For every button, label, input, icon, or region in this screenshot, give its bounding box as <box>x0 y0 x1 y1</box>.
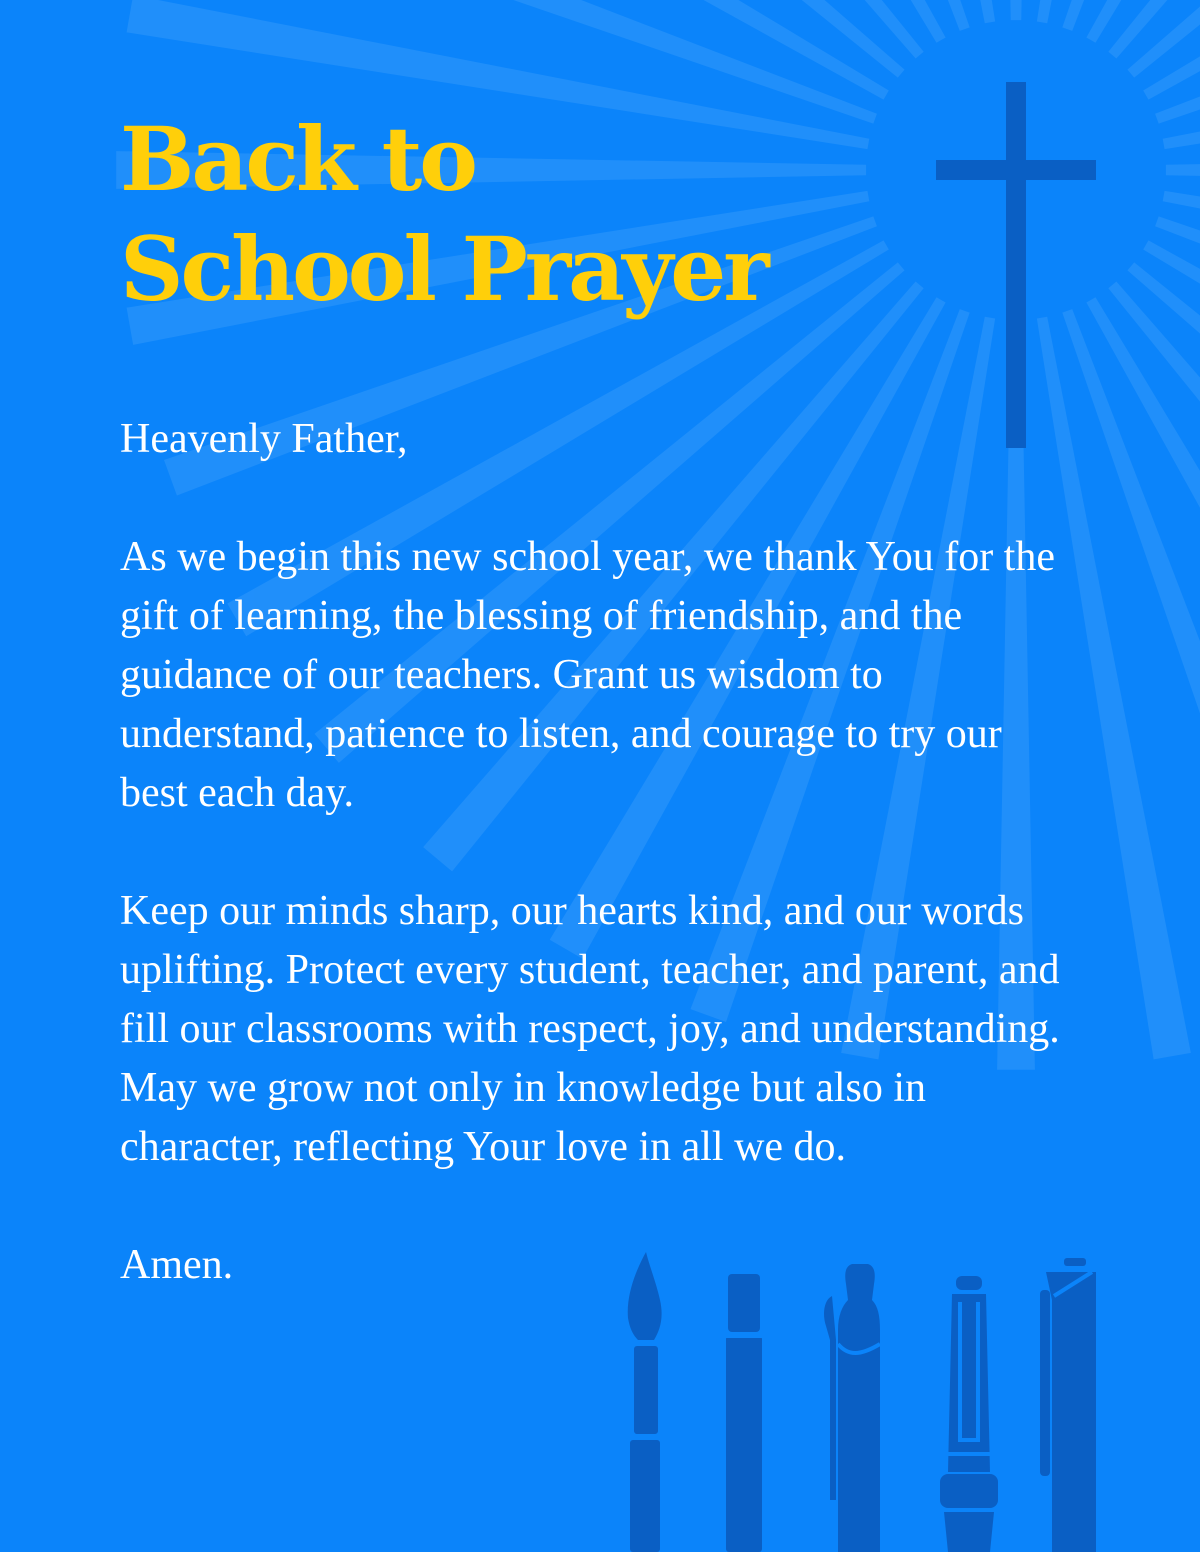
title-line-1: Back to <box>120 107 475 211</box>
prayer-paragraph-1: As we begin this new school year, we thank You for the gift of learning, the blessing of friendship, and the guidance of our teachers. Grant us wisdom to understand, patience to listen, and courage to try our best each day. <box>120 534 1055 816</box>
page-title <box>120 104 880 324</box>
title-line-2: School Prayer <box>120 217 767 321</box>
prayer-body <box>120 410 1060 1354</box>
prayer-closing: Amen. <box>120 1242 234 1288</box>
prayer-paragraph-2: Keep our minds sharp, our hearts kind, and our words uplifting. Protect every student, teacher, and parent, and fill our classrooms with respect, joy, and understanding. May we grow not only in knowledge but also in character, reflecting Your love in all we do. <box>120 888 1060 1170</box>
prayer-greeting: Heavenly Father, <box>120 416 408 462</box>
